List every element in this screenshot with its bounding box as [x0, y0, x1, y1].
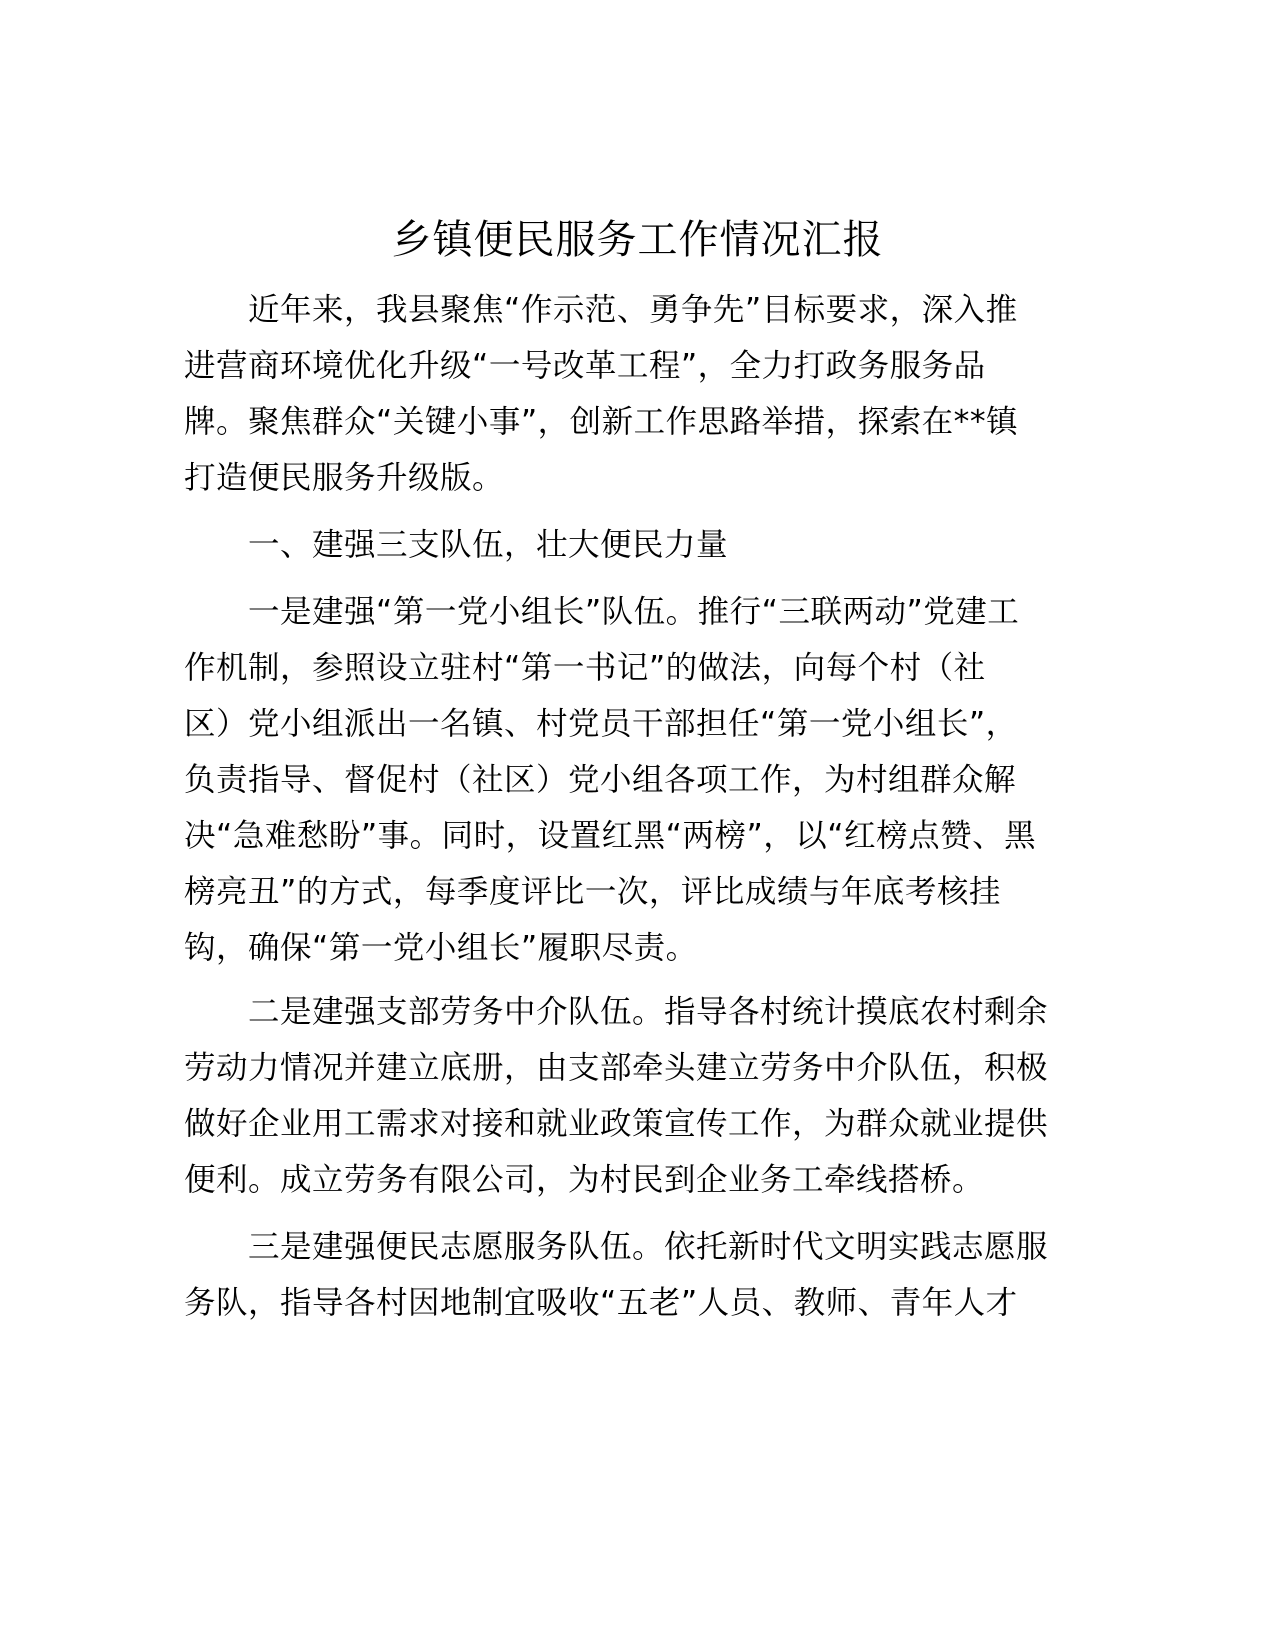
text-line: 做好企业用工需求对接和就业政策宣传工作，为群众就业提供: [184, 1106, 1049, 1142]
text-line: 近年来，我县聚焦“作示范、勇争先”目标要求，深入推: [248, 292, 1018, 328]
text-line: 三是建强便民志愿服务队伍。依托新时代文明实践志愿服: [248, 1229, 1049, 1265]
text-line: 劳动力情况并建立底册，由支部牵头建立劳务中介队伍，积极: [184, 1050, 1049, 1086]
text-line: 决“急难愁盼”事。同时，设置红黑“两榜”，以“红榜点赞、黑: [184, 818, 1037, 854]
document-title: 乡镇便民服务工作情况汇报: [391, 217, 884, 263]
heading-line: 一、建强三支队伍，壮大便民力量: [248, 527, 729, 563]
text-line: 一是建强“第一党小组长”队伍。推行“三联两动”党建工: [248, 594, 1020, 630]
text-line: 务队，指导各村因地制宜吸收“五老”人员、教师、青年人才: [184, 1285, 1018, 1321]
text-line: 区）党小组派出一名镇、村党员干部担任“第一党小组长”，: [184, 706, 1018, 742]
text-line: 打造便民服务升级版。: [184, 460, 505, 496]
text-line: 钩，确保“第一党小组长”履职尽责。: [184, 930, 698, 966]
text-line: 二是建强支部劳务中介队伍。指导各村统计摸底农村剩余: [248, 994, 1049, 1030]
text-line: 负责指导、督促村（社区）党小组各项工作，为村组群众解: [184, 762, 1017, 798]
text-line: 牌。聚焦群众“关键小事”，创新工作思路举措，探索在**镇: [184, 404, 1019, 440]
text-line: 榜亮丑”的方式，每季度评比一次，评比成绩与年底考核挂: [184, 874, 1001, 910]
text-line: 便利。成立劳务有限公司，为村民到企业务工牵线搭桥。: [184, 1162, 985, 1198]
text-line: 进营商环境优化升级“一号改革工程”，全力打政务服务品: [184, 348, 986, 384]
text-line: 作机制，参照设立驻村“第一书记”的做法，向每个村（社: [184, 650, 986, 686]
